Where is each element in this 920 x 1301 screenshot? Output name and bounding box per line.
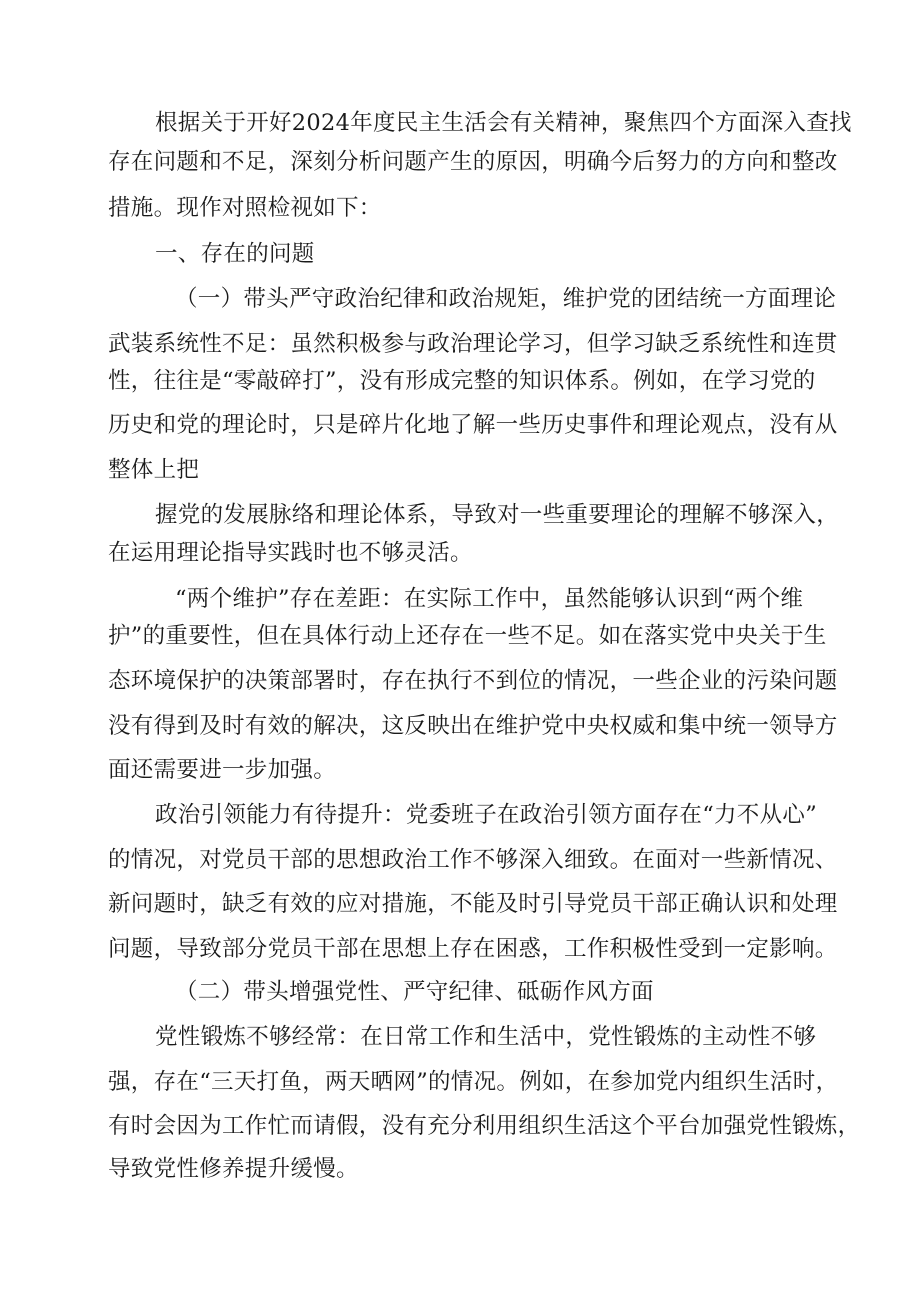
paragraph-party-spirit-line-1: 党性锻炼不够经常：在日常工作和生活中，党性锻炼的主动性不够 [155,1024,817,1050]
paragraph-theory-line-2: 在运用理论指导实践时也不够灵活。 [108,540,473,566]
subsection-1-line-1: （一）带头严守政治纪律和政治规矩，维护党的团结统一方面理论 [175,286,837,312]
paragraph-intro-line-2: 存在问题和不足，深刻分析问题产生的原因，明确今后努力的方向和整改 [108,149,838,175]
subsection-1-line-3: 性，往往是“零敲碎打”，没有形成完整的知识体系。例如，在学习党的 [108,368,816,394]
subsection-1-line-2: 武装系统性不足：虽然积极参与政治理论学习，但学习缺乏系统性和连贯 [108,331,838,357]
paragraph-party-spirit-line-4: 导致党性修养提升缓慢。 [108,1156,359,1182]
paragraph-party-spirit-line-2: 强，存在“三天打鱼，两天晒网”的情况。例如，在参加党内组织生活时， [108,1069,839,1095]
subsection-1-line-5: 整体上把 [108,457,200,483]
paragraph-two-maintains-line-1: “两个维护”存在差距：在实际工作中，虽然能够认识到“两个维 [175,586,804,612]
paragraph-party-spirit-line-3: 有时会因为工作忙而请假，没有充分利用组织生活这个平台加强党性锻炼， [108,1113,861,1139]
paragraph-two-maintains-line-5: 面还需要进一步加强。 [108,757,337,783]
paragraph-theory-line-1: 握党的发展脉络和理论体系，导致对一些重要理论的理解不够深入， [155,502,840,528]
paragraph-two-maintains-line-3: 态环境保护的决策部署时，存在执行不到位的情况，一些企业的污染问题 [108,668,838,694]
paragraph-two-maintains-line-2: 护”的重要性，但在具体行动上还存在一些不足。如在落实党中央关于生 [108,623,827,649]
paragraph-intro-line-1: 根据关于开好2024年度民主生活会有关精神，聚焦四个方面深入查找 [155,110,852,136]
paragraph-two-maintains-line-4: 没有得到及时有效的解决，这反映出在维护党中央权威和集中统一领导方 [108,713,838,739]
section-heading-problems: 一、存在的问题 [155,241,315,267]
subsection-2-heading: （二）带头增强党性、严守纪律、砥砺作风方面 [175,979,654,1005]
paragraph-intro-line-3: 措施。现作对照检视如下： [108,195,382,221]
paragraph-political-leadership-line-4: 问题，导致部分党员干部在思想上存在困惑，工作积极性受到一定影响。 [108,936,838,962]
paragraph-political-leadership-line-2: 的情况，对党员干部的思想政治工作不够深入细致。在面对一些新情况、 [108,847,838,873]
paragraph-political-leadership-line-1: 政治引领能力有待提升：党委班子在政治引领方面存在“力不从心” [155,802,818,828]
paragraph-political-leadership-line-3: 新问题时，缺乏有效的应对措施，不能及时引导党员干部正确认识和处理 [108,891,838,917]
subsection-1-line-4: 历史和党的理论时，只是碎片化地了解一些历史事件和理论观点，没有从 [108,412,838,438]
